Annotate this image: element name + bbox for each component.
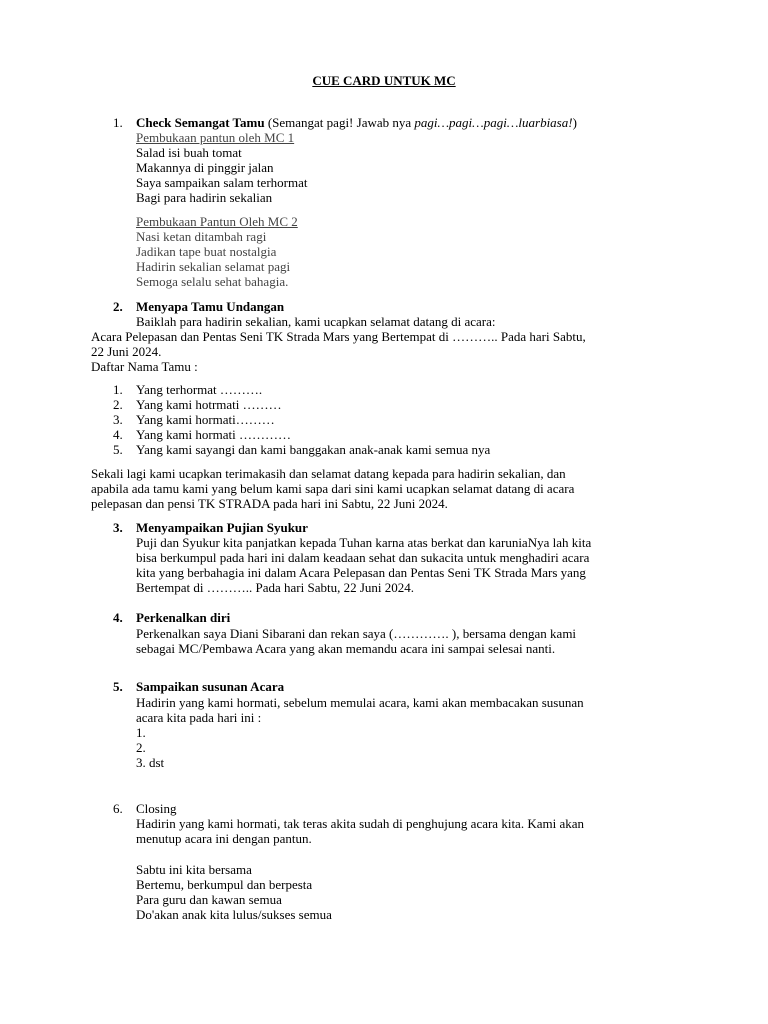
section-2-closing-line: Sekali lagi kami ucapkan terimakasih dan selamat datang kepada para hadirin sekalian, dan (91, 466, 566, 481)
section-4-number: 4. (113, 610, 123, 625)
mc2-pantun-line: Semoga selalu sehat bahagia. (136, 274, 289, 289)
guest-item: Yang kami hormati ………… (136, 427, 292, 442)
section-1-note-open: (Semangat pagi! Jawab nya (264, 115, 415, 130)
mc1-pantun-line: Makannya di pinggir jalan (136, 160, 274, 175)
section-5-heading: Sampaikan susunan Acara (136, 679, 285, 694)
section-1-heading: Check Semangat Tamu (136, 115, 265, 130)
page-title: CUE CARD UNTUK MC (312, 73, 456, 88)
section-2-closing-line: apabila ada tamu kami yang belum kami sapa dari sini kami ucapkan selamat datang di acara (91, 481, 575, 496)
guest-number: 5. (113, 442, 123, 457)
section-3-number: 3. (113, 520, 123, 535)
guest-number: 3. (113, 412, 123, 427)
closing-pantun-line: Do'akan anak kita lulus/sukses semua (136, 907, 332, 922)
guest-item: Yang kami hormati……… (136, 412, 275, 427)
section-4-heading: Perkenalkan diri (136, 610, 231, 625)
agenda-item: 3. dst (136, 755, 165, 770)
section-3-line: bisa berkumpul pada hari ini dalam keadaan sehat dan sukacita untuk menghadiri acara (136, 550, 590, 565)
guest-list-label: Daftar Nama Tamu : (91, 359, 198, 374)
section-2-closing-line: pelepasan dan pensi TK STRADA pada hari ini Sabtu, 22 Juni 2024. (91, 496, 448, 511)
mc1-pantun-line: Bagi para hadirin sekalian (136, 190, 273, 205)
section-6-heading: Closing (136, 801, 177, 816)
section-5-line: acara kita pada hari ini : (136, 710, 262, 725)
section-2-number: 2. (113, 299, 123, 314)
closing-pantun-line: Para guru dan kawan semua (136, 892, 282, 907)
guest-item: Yang kami hotrmati ……… (136, 397, 282, 412)
mc2-pantun-line: Jadikan tape buat nostalgia (136, 244, 277, 259)
mc2-pantun-line: Nasi ketan ditambah ragi (136, 229, 267, 244)
guest-number: 4. (113, 427, 123, 442)
mc1-pantun-line: Salad isi buah tomat (136, 145, 242, 160)
guest-item: Yang terhormat ………. (136, 382, 263, 397)
section-1-heading-line (136, 115, 577, 130)
section-4-line: sebagai MC/Pembawa Acara yang akan memandu acara ini sampai selesai nanti. (136, 641, 556, 656)
section-3-heading: Menyampaikan Pujian Syukur (136, 520, 308, 535)
closing-pantun-line: Sabtu ini kita bersama (136, 862, 252, 877)
mc2-pantun-title: Pembukaan Pantun Oleh MC 2 (136, 214, 298, 229)
mc1-pantun-title: Pembukaan pantun oleh MC 1 (136, 130, 295, 145)
mc1-pantun-line: Saya sampaikan salam terhormat (136, 175, 308, 190)
section-3-line: Bertempat di ……….. Pada hari Sabtu, 22 Juni 2024. (136, 580, 415, 595)
section-3-line: Puji dan Syukur kita panjatkan kepada Tuhan karna atas berkat dan karuniaNya lah kita (136, 535, 592, 550)
section-3-line: kita yang berbahagia ini dalam Acara Pelepasan dan Pentas Seni TK Strada Mars yang (136, 565, 586, 580)
section-5-number: 5. (113, 679, 123, 694)
section-5-line: Hadirin yang kami hormati, sebelum memulai acara, kami akan membacakan susunan (136, 695, 584, 710)
section-2-event-line: Acara Pelepasan dan Pentas Seni TK Strada Mars yang Bertempat di ……….. Pada hari Sabtu, (91, 329, 586, 344)
section-6-line: menutup acara ini dengan pantun. (136, 831, 312, 846)
guest-number: 2. (113, 397, 123, 412)
section-2-event-line: 22 Juni 2024. (91, 344, 162, 359)
section-2-heading: Menyapa Tamu Undangan (136, 299, 285, 314)
section-1-note-close: ) (572, 115, 577, 130)
section-2-intro: Baiklah para hadirin sekalian, kami ucapkan selamat datang di acara: (136, 314, 496, 329)
section-6-line: Hadirin yang kami hormati, tak teras akita sudah di penghujung acara kita. Kami akan (136, 816, 584, 831)
mc2-pantun-line: Hadirin sekalian selamat pagi (136, 259, 291, 274)
agenda-item: 1. (136, 725, 146, 740)
guest-item: Yang kami sayangi dan kami banggakan anak-anak kami semua nya (136, 442, 491, 457)
agenda-item: 2. (136, 740, 146, 755)
section-4-line: Perkenalkan saya Diani Sibarani dan rekan saya (…………. ), bersama dengan kami (136, 626, 577, 641)
section-1-number: 1. (113, 115, 123, 130)
section-1-note-italic: pagi…pagi…pagi…luarbiasa! (414, 115, 573, 130)
guest-number: 1. (113, 382, 123, 397)
closing-pantun-line: Bertemu, berkumpul dan berpesta (136, 877, 313, 892)
section-6-number: 6. (113, 801, 123, 816)
